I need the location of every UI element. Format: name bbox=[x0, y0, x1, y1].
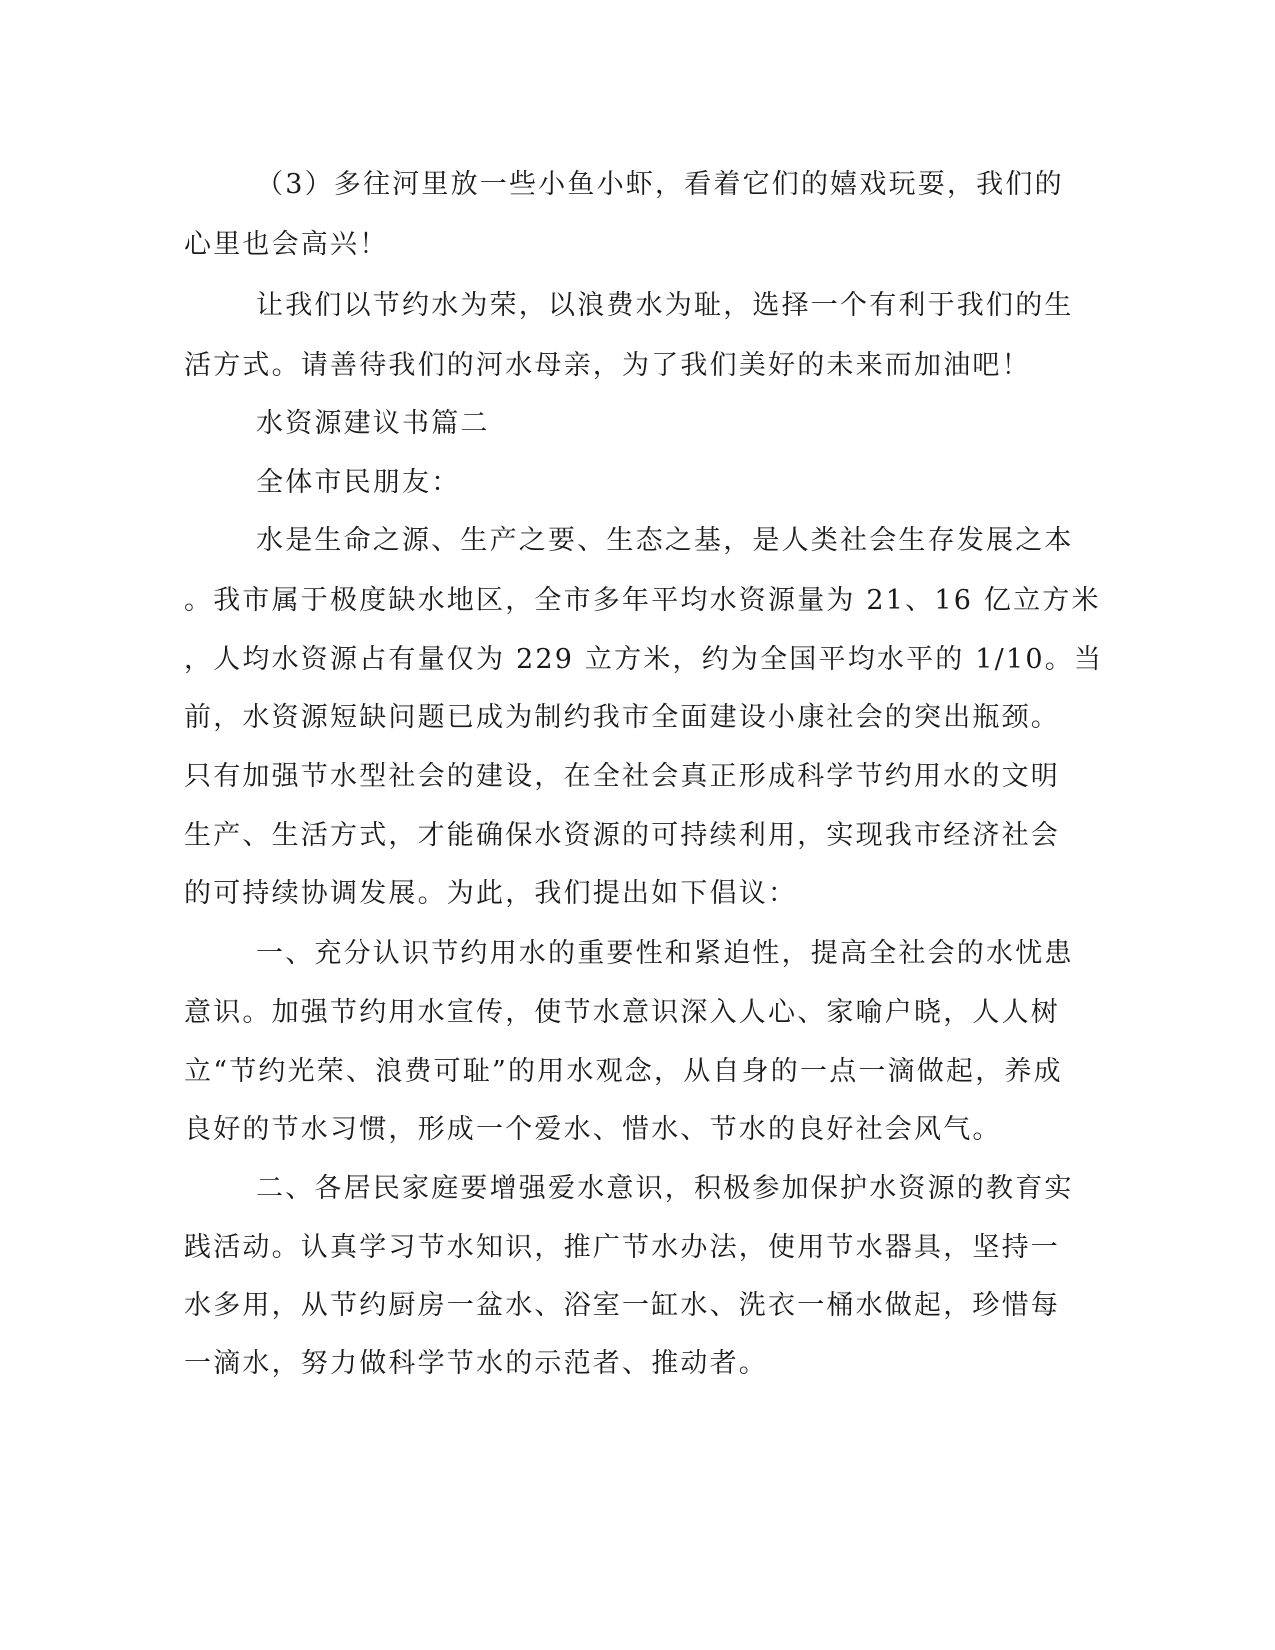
paragraph-line: 水是生命之源、生产之要、生态之基，是人类社会生存发展之本 bbox=[256, 525, 1074, 556]
paragraph-line: 的可持续协调发展。为此，我们提出如下倡议： bbox=[184, 878, 798, 909]
paragraph-line: 立“节约光荣、浪费可耻”的用水观念，从自身的一点一滴做起，养成 bbox=[184, 1056, 1063, 1087]
paragraph-line: 一、充分认识节约用水的重要性和紧迫性，提高全社会的水忧患 bbox=[256, 938, 1074, 969]
paragraph-line: 心里也会高兴！ bbox=[184, 229, 389, 260]
paragraph-line: 只有加强节水型社会的建设，在全社会真正形成科学节约用水的文明 bbox=[184, 761, 1060, 792]
paragraph-line: 活方式。请善待我们的河水母亲，为了我们美好的未来而加油吧！ bbox=[184, 350, 1031, 381]
paragraph-line: 意识。加强节约用水宣传，使节水意识深入人心、家喻户晓，人人树 bbox=[184, 997, 1060, 1028]
paragraph-line: （3）多往河里放一些小鱼小虾，看着它们的嬉戏玩耍，我们的 bbox=[256, 169, 1064, 200]
paragraph-line: 践活动。认真学习节水知识，推广节水办法，使用节水器具，坚持一 bbox=[184, 1232, 1060, 1263]
paragraph-line: ，人均水资源占有量仅为 229 立方米，约为全国平均水平的 1/10。当 bbox=[184, 644, 1104, 675]
paragraph-line: 一滴水，努力做科学节水的示范者、推动者。 bbox=[184, 1348, 768, 1379]
paragraph-line: 。我市属于极度缺水地区，全市多年平均水资源量为 21、16 亿立方米 bbox=[184, 585, 1101, 616]
paragraph-line: 良好的节水习惯，形成一个爱水、惜水、节水的良好社会风气。 bbox=[184, 1114, 1002, 1145]
paragraph-line: 生产、生活方式，才能确保水资源的可持续利用，实现我市经济社会 bbox=[184, 820, 1060, 851]
paragraph-line: 水多用，从节约厨房一盆水、浴室一缸水、洗衣一桶水做起，珍惜每 bbox=[184, 1290, 1060, 1321]
salutation: 全体市民朋友： bbox=[256, 467, 461, 498]
paragraph-line: 二、各居民家庭要增强爱水意识，积极参加保护水资源的教育实 bbox=[256, 1173, 1074, 1204]
paragraph-line: 前，水资源短缺问题已成为制约我市全面建设小康社会的突出瓶颈。 bbox=[184, 702, 1060, 733]
paragraph-line: 让我们以节约水为荣，以浪费水为耻，选择一个有利于我们的生 bbox=[256, 290, 1074, 321]
section-title: 水资源建议书篇二 bbox=[256, 408, 490, 439]
